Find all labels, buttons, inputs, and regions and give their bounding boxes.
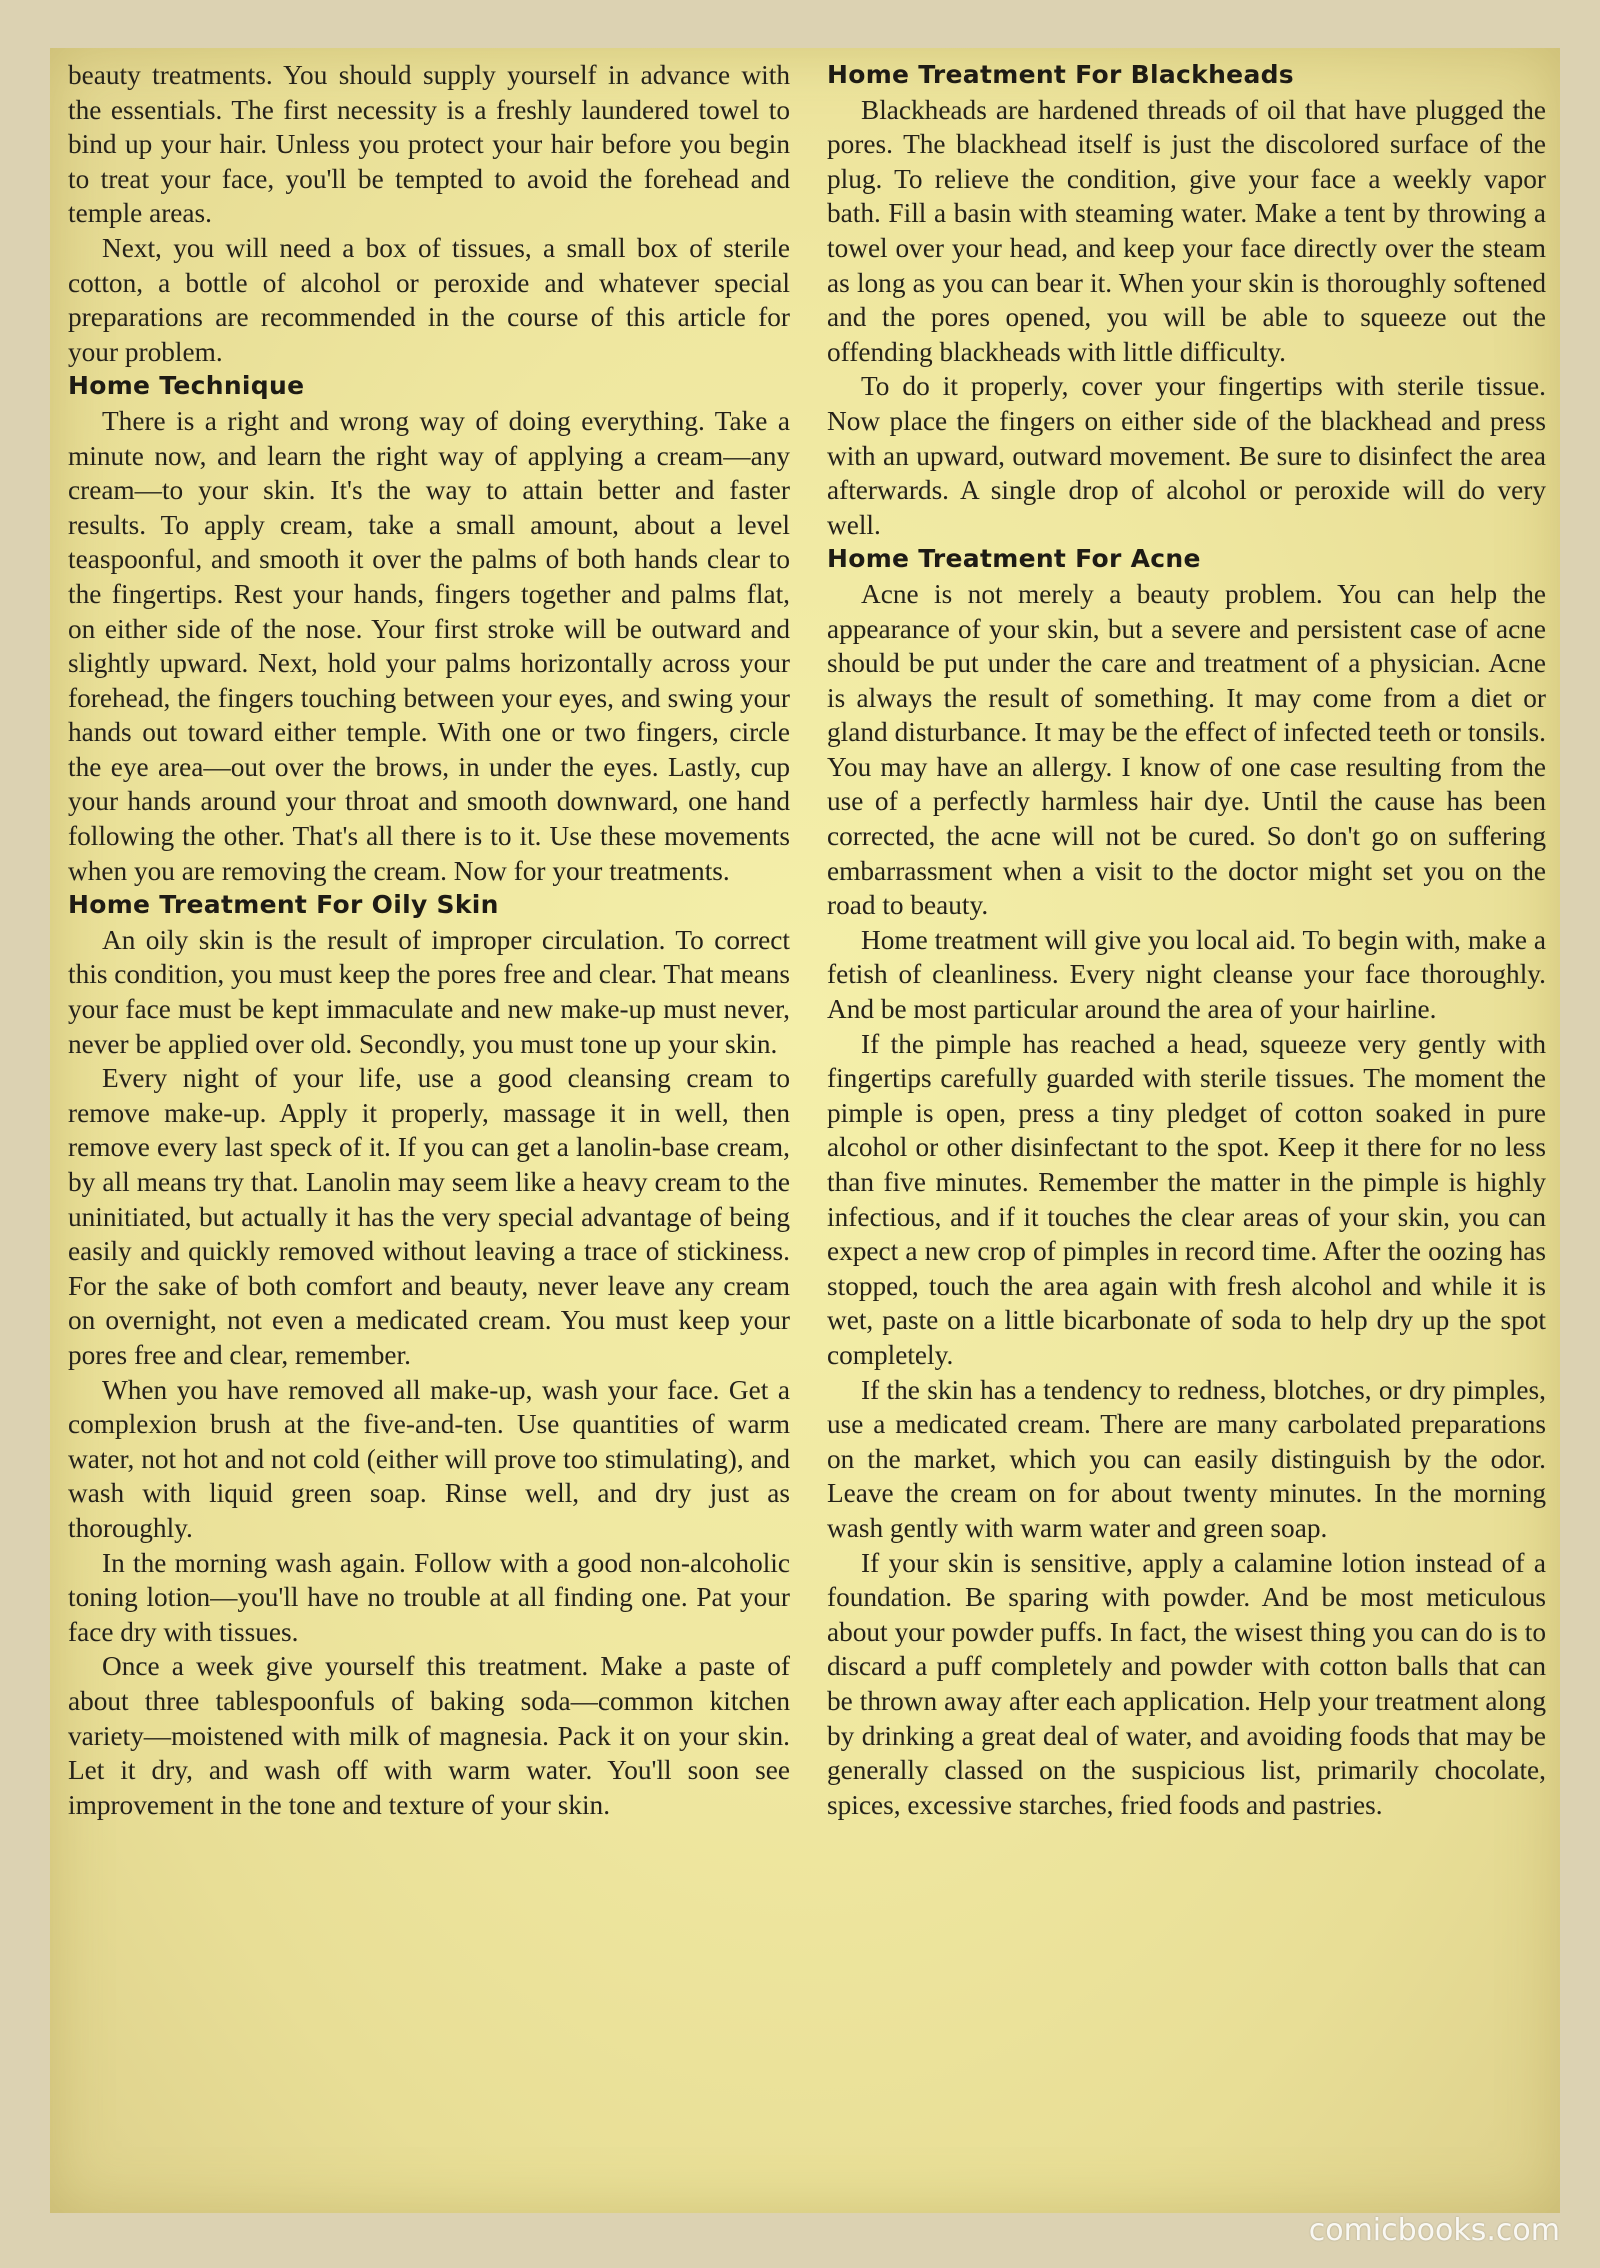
paragraph: Next, you will need a box of tissues, a small box of sterile cotton, a bottle of alcohol or peroxide and whatever special preparations are recommended in the course of this article for your problem. (68, 232, 790, 367)
magazine-page (50, 48, 1560, 2213)
section-heading-acne: Home Treatment For Acne (827, 544, 1201, 574)
paragraph: Blackheads are hardened threads of oil that have plugged the pores. The blackhead itself is just the discolored surface of the plug. To relieve the condition, give your face a weekly vapor bath. Fill a basin with steaming water. Make a tent by throwing a towel over your head, and keep your face directly over the steam as long as you can bear it. When your skin is thoroughly softened and the pores opened, you will be able to squeeze out the offending blackheads with little difficulty. (827, 94, 1546, 367)
right-column (827, 58, 1546, 1822)
section-heading-oily-skin: Home Treatment For Oily Skin (68, 890, 499, 920)
paragraph: Once a week give yourself this treatment. Make a paste of about three tablespoonfuls of baking soda—common kitchen variety—moistened with milk of magnesia. Pack it on your skin. Let it dry, and wash off with warm water. You'll soon see improvement in the tone and texture of your skin. (68, 1651, 790, 1820)
paragraph: Acne is not merely a beauty problem. You can help the appearance of your skin, but a severe and persistent case of acne should be put under the care and treatment of a physician. Acne is always the result of something. It may come from a diet or gland disturbance. It may be the effect of infected teeth or tonsils. You may have an allergy. I know of one case resulting from the use of a perfectly harmless hair dye. Until the cause has been corrected, the acne will not be cured. So don't go on suffering embarrassment when a visit to the doctor might set you on the road to beauty. (827, 578, 1546, 921)
section-heading-home-technique: Home Technique (68, 371, 305, 401)
paragraph: There is a right and wrong way of doing everything. Take a minute now, and learn the right way of applying a cream—any cream—to your skin. It's the way to attain better and faster results. To apply cream, take a small amount, about a level teaspoonful, and smooth it over the palms of both hands clear to the fingertips. Rest your hands, fingers together and palms flat, on either side of the nose. Your first stroke will be outward and slightly upward. Next, hold your palms horizontally across your forehead, the fingers touching between your eyes, and swing your hands out toward either temple. With one or two fingers, circle the eye area—out over the brows, in under the eyes. Lastly, cup your hands around your throat and smooth downward, one hand following the other. That's all there is to it. Use these movements when you are removing the cream. Now for your treatments. (68, 405, 790, 886)
paragraph: If the pimple has reached a head, squeeze very gently with fingertips carefully guarded with sterile tissues. The moment the pimple is open, press a tiny pledget of cotton soaked in pure alcohol or other disinfectant to the spot. Keep it there for no less than five minutes. Remember the matter in the pimple is highly infectious, and if it touches the clear areas of your skin, you can expect a new crop of pimples in record time. After the oozing has stopped, touch the area again with fresh alcohol and while it is wet, paste on a little bicarbonate of soda to help dry up the spot completely. (827, 1028, 1546, 1370)
section-heading-blackheads: Home Treatment For Blackheads (827, 60, 1294, 89)
paragraph: beauty treatments. You should supply yourself in advance with the essentials. The first necessity is a freshly laundered towel to bind up your hair. Unless you protect your hair before you begin to treat your face, you'll be tempted to avoid the forehead and temple areas. (68, 60, 790, 229)
paragraph: If the skin has a tendency to redness, blotches, or dry pimples, use a medicated cream. There are many carbolated preparations on the market, which you can easily distinguish by the odor. Leave the cream on for about twenty minutes. In the morning wash gently with warm water and green soap. (827, 1374, 1546, 1543)
paragraph: Every night of your life, use a good cleansing cream to remove make-up. Apply it properly, massage it in well, then remove every last speck of it. If you can get a lanolin-base cream, by all means try that. Lanolin may seem like a heavy cream to the uninitiated, but actually it has the very special advantage of being easily and quickly removed without leaving a trace of stickiness. For the sake of both comfort and beauty, never leave any cream on overnight, not even a medicated cream. You must keep your pores free and clear, remember. (68, 1063, 790, 1370)
left-column (68, 58, 790, 1822)
paragraph: To do it properly, cover your fingertips with sterile tissue. Now place the fingers on either side of the blackhead and press with an upward, outward movement. Be sure to disinfect the area afterwards. A single drop of alcohol or peroxide will do very well. (827, 371, 1546, 540)
paragraph: When you have removed all make-up, wash your face. Get a complexion brush at the five-and-ten. Use quantities of warm water, not hot and not cold (either will prove too stimulating), and wash with liquid green soap. Rinse well, and dry just as thoroughly. (68, 1374, 790, 1543)
site-watermark: comicbooks.com (1308, 2213, 1560, 2248)
paragraph: In the morning wash again. Follow with a good non-alcoholic toning lotion—you'll have no trouble at all finding one. Pat your face dry with tissues. (68, 1547, 790, 1647)
paragraph: An oily skin is the result of improper circulation. To correct this condition, you must keep the pores free and clear. That means your face must be kept immaculate and new make-up must never, never be applied over old. Secondly, you must tone up your skin. (68, 924, 790, 1059)
paragraph: If your skin is sensitive, apply a calamine lotion instead of a foundation. Be sparing with powder. And be most meticulous about your powder puffs. In fact, the wisest thing you can do is to discard a puff completely and powder with cotton balls that can be thrown away after each application. Help your treatment along by drinking a great deal of water, and avoiding foods that may be generally classed on the suspicious list, primarily chocolate, spices, excessive starches, fried foods and pastries. (827, 1547, 1546, 1820)
paragraph: Home treatment will give you local aid. To begin with, make a fetish of cleanliness. Every night cleanse your face thoroughly. And be most particular around the area of your hairline. (827, 924, 1546, 1025)
